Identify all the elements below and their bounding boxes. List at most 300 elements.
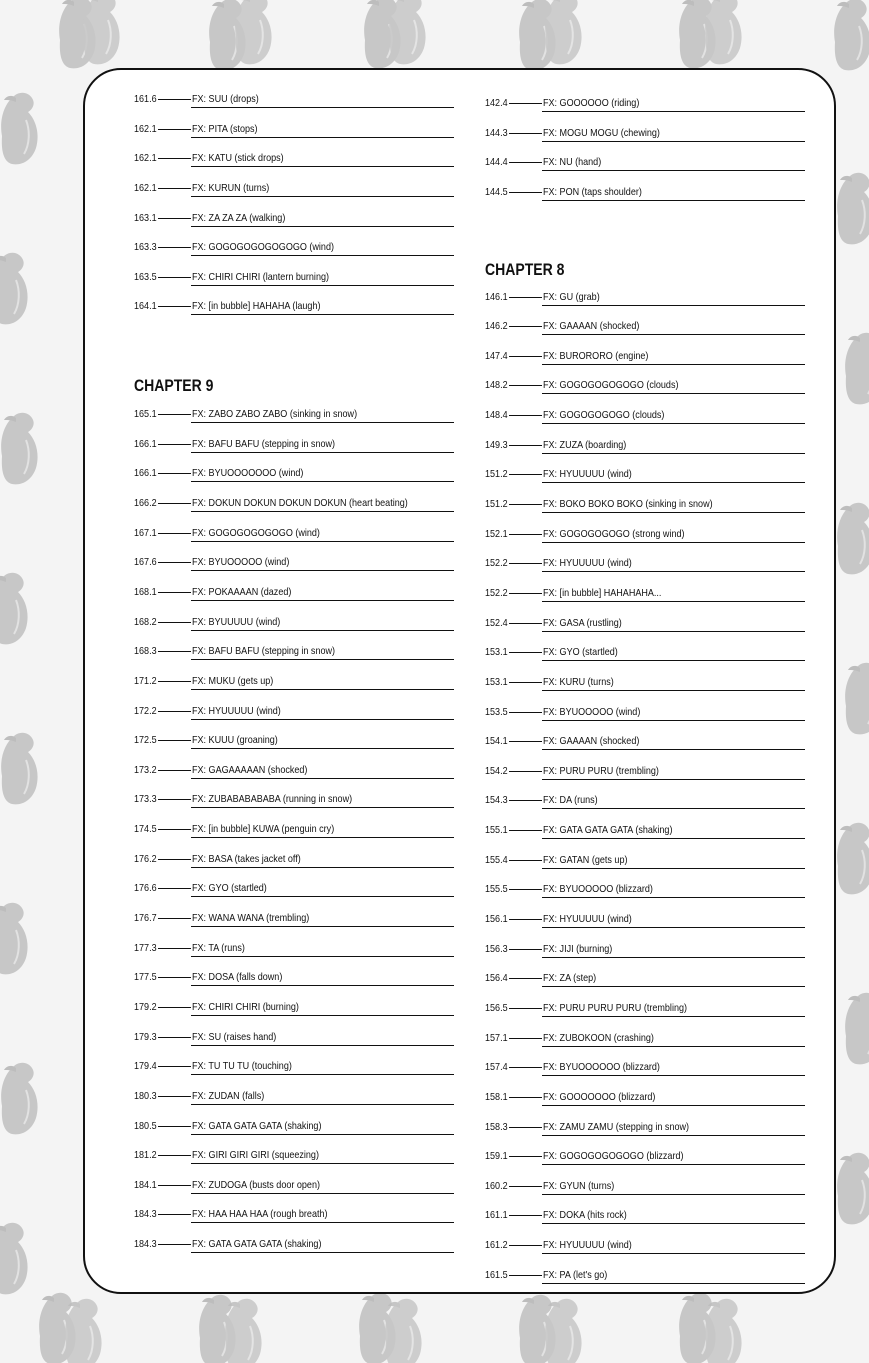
page-panel-ref: 181.2 <box>134 1149 157 1162</box>
fx-translation <box>191 941 454 957</box>
fx-translation-text: FX: GATAN (gets up) <box>543 853 628 866</box>
leader-line <box>158 1066 191 1067</box>
fx-translation <box>191 555 454 571</box>
fx-translation <box>542 764 805 780</box>
fx-translation <box>191 1148 454 1164</box>
page-panel-ref: 149.3 <box>485 438 508 451</box>
fx-translation <box>191 437 454 453</box>
fx-translation-text: FX: ZA (step) <box>543 972 597 985</box>
leader-line <box>158 711 191 712</box>
leader-line <box>158 1185 191 1186</box>
leader-line <box>509 133 542 134</box>
leader-line <box>158 414 191 415</box>
leader-line <box>509 919 542 920</box>
fx-translation <box>542 645 805 661</box>
fx-entry <box>485 1149 805 1179</box>
fx-translation <box>542 185 805 201</box>
fx-translation-text: FX: PURU PURU (trembling) <box>543 764 659 777</box>
fx-entry <box>134 733 454 763</box>
fx-entry <box>485 675 805 705</box>
fx-translation-text: FX: JIJI (burning) <box>543 942 613 955</box>
fx-entry <box>485 764 805 794</box>
page-panel-ref: 174.5 <box>134 823 157 836</box>
leader-line <box>158 1126 191 1127</box>
fx-entry <box>485 1238 805 1268</box>
fx-entry <box>485 349 805 379</box>
fx-translation-text: FX: GU (grab) <box>543 290 600 303</box>
leader-line <box>158 129 191 130</box>
leader-line <box>509 563 542 564</box>
page-panel-ref: 155.4 <box>485 853 508 866</box>
fx-translation-text: FX: KURUN (turns) <box>192 181 270 194</box>
fx-translation <box>191 151 454 167</box>
page-panel-ref: 165.1 <box>134 408 157 421</box>
page-panel-ref: 157.4 <box>485 1061 508 1074</box>
fx-translation-text: FX: GYO (startled) <box>543 646 618 659</box>
leader-line <box>158 622 191 623</box>
fx-translation <box>542 438 805 454</box>
fx-translation-text: FX: [in bubble] HAHAHA (laugh) <box>192 300 321 313</box>
page-panel-ref: 148.2 <box>485 379 508 392</box>
fx-translation <box>191 92 454 108</box>
section-spacer <box>134 329 454 377</box>
leader-line <box>158 918 191 919</box>
fx-translation <box>542 378 805 394</box>
fx-translation-text: FX: ZABO ZABO ZABO (sinking in snow) <box>192 408 358 421</box>
fx-translation <box>191 1119 454 1135</box>
fx-translation-text: FX: ZUBOKOON (crashing) <box>543 1031 654 1044</box>
page-panel-ref: 176.2 <box>134 852 157 865</box>
page-panel-ref: 153.5 <box>485 705 508 718</box>
page-panel-ref: 176.7 <box>134 912 157 925</box>
fx-translation <box>542 155 805 171</box>
leader-line <box>509 326 542 327</box>
fx-translation <box>542 853 805 869</box>
fx-translation-text: FX: ZAMU ZAMU (stepping in snow) <box>543 1120 690 1133</box>
page-panel-ref: 179.3 <box>134 1030 157 1043</box>
page-panel-ref: 173.2 <box>134 763 157 776</box>
leader-line <box>509 682 542 683</box>
leader-line <box>509 771 542 772</box>
fx-translation-text: FX: GATA GATA GATA (shaking) <box>543 824 673 837</box>
fx-translation-text: FX: BURORORO (engine) <box>543 349 649 362</box>
fx-translation-text: FX: GAAAAN (shocked) <box>543 320 640 333</box>
page-panel-ref: 161.2 <box>485 1239 508 1252</box>
fx-translation <box>191 240 454 256</box>
leader-line <box>158 977 191 978</box>
fx-translation <box>191 704 454 720</box>
fx-entry <box>485 1120 805 1150</box>
page-panel-ref: 163.3 <box>134 241 157 254</box>
page-panel-ref: 163.1 <box>134 211 157 224</box>
fx-translation <box>542 793 805 809</box>
page-panel-ref: 167.1 <box>134 526 157 539</box>
fx-translation-text: FX: BYUOOOOO (wind) <box>192 556 290 569</box>
leader-line <box>509 712 542 713</box>
fx-entry <box>485 734 805 764</box>
fx-entry <box>485 319 805 349</box>
fx-entry <box>134 792 454 822</box>
fx-translation <box>191 181 454 197</box>
fx-entry <box>485 942 805 972</box>
fx-translation-text: FX: GAAAAN (shocked) <box>543 735 640 748</box>
leader-line <box>158 158 191 159</box>
fx-translation <box>542 1031 805 1047</box>
fx-translation-text: FX: PA (let's go) <box>543 1268 608 1281</box>
leader-line <box>509 534 542 535</box>
fx-translation-text: FX: GASA (rustling) <box>543 616 622 629</box>
fx-entry <box>134 822 454 852</box>
fx-entry <box>134 1000 454 1030</box>
leader-line <box>509 800 542 801</box>
page-panel-ref: 177.5 <box>134 971 157 984</box>
fx-translation <box>191 644 454 660</box>
fx-entry <box>134 466 454 496</box>
page-panel-ref: 144.4 <box>485 156 508 169</box>
leader-line <box>509 1067 542 1068</box>
fx-entry <box>134 1030 454 1060</box>
fx-translation-text: FX: BASA (takes jacket off) <box>192 852 301 865</box>
leader-line <box>509 889 542 890</box>
leader-line <box>509 652 542 653</box>
leader-line <box>509 297 542 298</box>
fx-entry <box>485 971 805 1001</box>
fx-translation-text: FX: ZUBABABABABA (running in snow) <box>192 793 353 806</box>
fx-translation <box>191 911 454 927</box>
leader-line <box>158 681 191 682</box>
fx-entry <box>134 852 454 882</box>
fx-entry <box>134 1207 454 1237</box>
fx-translation-text: FX: DOKA (hits rock) <box>543 1209 627 1222</box>
page-panel-ref: 156.1 <box>485 913 508 926</box>
leader-line <box>509 1215 542 1216</box>
fx-translation-text: FX: GOOOOOOO (blizzard) <box>543 1090 656 1103</box>
fx-translation-text: FX: PITA (stops) <box>192 122 258 135</box>
fx-translation-text: FX: DOKUN DOKUN DOKUN DOKUN (heart beating) <box>192 497 408 510</box>
fx-translation-text: FX: HYUUUUU (wind) <box>192 704 281 717</box>
page-panel-ref: 157.1 <box>485 1031 508 1044</box>
page-panel-ref: 161.1 <box>485 1209 508 1222</box>
fx-translation <box>542 497 805 513</box>
fx-entry <box>134 211 454 241</box>
leader-line <box>509 1127 542 1128</box>
fx-entry <box>485 616 805 646</box>
fx-entry <box>485 1031 805 1061</box>
fx-translation-text: FX: SU (raises hand) <box>192 1030 277 1043</box>
fx-translation-text: FX: GOGOGOGOGOGO (clouds) <box>543 379 679 392</box>
leader-line <box>509 1245 542 1246</box>
page-panel-ref: 144.3 <box>485 126 508 139</box>
page-panel-ref: 160.2 <box>485 1179 508 1192</box>
chapter-title: CHAPTER 9 <box>134 377 214 396</box>
page-panel-ref: 172.2 <box>134 704 157 717</box>
fx-translation <box>542 556 805 572</box>
page-panel-ref: 184.1 <box>134 1178 157 1191</box>
fx-translation <box>542 1120 805 1136</box>
leader-line <box>158 306 191 307</box>
fx-entry <box>134 555 454 585</box>
fx-translation-text: FX: GOGOGOGOGO (clouds) <box>543 409 665 422</box>
page-panel-ref: 148.4 <box>485 409 508 422</box>
fx-translation <box>542 527 805 543</box>
page-panel-ref: 156.4 <box>485 972 508 985</box>
page-panel-ref: 152.2 <box>485 557 508 570</box>
fx-entry <box>485 1208 805 1238</box>
fx-translation <box>191 496 454 512</box>
page-panel-ref: 162.1 <box>134 181 157 194</box>
leader-line <box>158 592 191 593</box>
fx-translation <box>542 675 805 691</box>
fx-entry <box>134 615 454 645</box>
page-panel-ref: 154.3 <box>485 794 508 807</box>
leader-line <box>158 562 191 563</box>
penguin-column-right <box>837 173 869 1225</box>
fx-translation-text: FX: SUU (drops) <box>192 93 259 105</box>
fx-entry <box>485 823 805 853</box>
fx-entry <box>485 527 805 557</box>
fx-translation <box>191 1207 454 1223</box>
leader-line <box>158 888 191 889</box>
fx-entry <box>134 240 454 270</box>
fx-translation <box>191 585 454 601</box>
leader-line <box>158 247 191 248</box>
fx-entry <box>134 299 454 329</box>
fx-entry <box>485 408 805 438</box>
page-panel-ref: 168.2 <box>134 615 157 628</box>
fx-entry <box>134 881 454 911</box>
fx-translation-text: FX: MOGU MOGU (chewing) <box>543 126 660 139</box>
fx-translation <box>542 1001 805 1017</box>
fx-entry <box>134 122 454 152</box>
page-panel-ref: 158.1 <box>485 1090 508 1103</box>
page-panel-ref: 161.5 <box>485 1268 508 1281</box>
fx-translation-text: FX: HYUUUUU (wind) <box>543 557 632 570</box>
fx-translation-text: FX: HYUUUUU (wind) <box>543 913 632 926</box>
page-panel-ref: 173.3 <box>134 793 157 806</box>
page-panel-ref: 166.1 <box>134 437 157 450</box>
fx-translation-text: FX: BOKO BOKO BOKO (sinking in snow) <box>543 498 713 511</box>
fx-translation <box>542 1268 805 1284</box>
leader-line <box>509 504 542 505</box>
fx-translation-text: FX: GYUN (turns) <box>543 1179 615 1192</box>
fx-translation <box>191 881 454 897</box>
leader-line <box>158 1037 191 1038</box>
fx-translation-text: FX: DOSA (falls down) <box>192 971 283 984</box>
fx-translation-text: FX: TA (runs) <box>192 941 245 954</box>
page-panel-ref: 152.2 <box>485 586 508 599</box>
fx-entry <box>134 496 454 526</box>
fx-entry <box>134 644 454 674</box>
fx-entry <box>485 1179 805 1209</box>
leader-line <box>158 1244 191 1245</box>
leader-line <box>509 162 542 163</box>
fx-translation <box>542 467 805 483</box>
fx-entry <box>134 674 454 704</box>
fx-translation <box>542 823 805 839</box>
fx-entry <box>485 96 805 126</box>
leader-line <box>509 1008 542 1009</box>
fx-translation <box>191 407 454 423</box>
fx-entry <box>485 1268 805 1298</box>
leader-line <box>509 356 542 357</box>
fx-translation <box>542 971 805 987</box>
fx-translation-text: FX: KATU (stick drops) <box>192 152 284 165</box>
fx-translation-text: FX: POKAAAAN (dazed) <box>192 585 292 598</box>
page-panel-ref: 155.1 <box>485 824 508 837</box>
fx-entry <box>134 526 454 556</box>
fx-translation <box>191 122 454 138</box>
fx-translation <box>542 408 805 424</box>
fx-entry <box>485 1001 805 1031</box>
fx-translation <box>542 96 805 112</box>
leader-line <box>158 1096 191 1097</box>
fx-translation-text: FX: GYO (startled) <box>192 882 267 895</box>
fx-entry <box>485 912 805 942</box>
fx-entry <box>485 882 805 912</box>
fx-translation-text: FX: CHIRI CHIRI (burning) <box>192 1000 299 1013</box>
leader-line <box>158 1007 191 1008</box>
leader-line <box>509 741 542 742</box>
page-panel-ref: 172.5 <box>134 734 157 747</box>
fx-translation-text: FX: GOGOGOGOGOGO (wind) <box>192 526 320 539</box>
fx-translation <box>542 349 805 365</box>
leader-line <box>509 103 542 104</box>
fx-entry <box>485 645 805 675</box>
leader-line <box>509 1097 542 1098</box>
section-spacer <box>485 215 805 261</box>
page-panel-ref: 184.3 <box>134 1238 157 1251</box>
fx-entry <box>485 290 805 320</box>
page-panel-ref: 146.2 <box>485 320 508 333</box>
leader-line <box>509 949 542 950</box>
leader-line <box>158 444 191 445</box>
penguin-column-left <box>0 93 38 1295</box>
page-panel-ref: 151.2 <box>485 498 508 511</box>
page-panel-ref: 180.5 <box>134 1119 157 1132</box>
page-panel-ref: 155.5 <box>485 883 508 896</box>
leader-line <box>509 978 542 979</box>
page-panel-ref: 180.3 <box>134 1089 157 1102</box>
fx-translation <box>191 466 454 482</box>
fx-translation-text: FX: GATA GATA GATA (shaking) <box>192 1119 322 1132</box>
fx-entry <box>485 438 805 468</box>
fx-translation <box>542 1060 805 1076</box>
fx-translation <box>542 616 805 632</box>
fx-translation-text: FX: GATA GATA GATA (shaking) <box>192 1238 322 1251</box>
fx-entry <box>485 586 805 616</box>
fx-translation-text: FX: GOGOGOGOGO (strong wind) <box>543 527 685 540</box>
fx-translation <box>542 1179 805 1195</box>
fx-translation <box>191 1178 454 1194</box>
leader-line <box>158 503 191 504</box>
fx-translation <box>542 290 805 306</box>
page-panel-ref: 142.4 <box>485 97 508 109</box>
leader-line <box>158 770 191 771</box>
fx-translation <box>191 852 454 868</box>
fx-translation-text: FX: HAA HAA HAA (rough breath) <box>192 1208 328 1221</box>
fx-translation-text: FX: KURU (turns) <box>543 675 614 688</box>
fx-entry <box>134 970 454 1000</box>
fx-translation <box>191 970 454 986</box>
page-panel-ref: 166.2 <box>134 497 157 510</box>
leader-line <box>158 948 191 949</box>
fx-translation <box>191 1030 454 1046</box>
leader-line <box>158 188 191 189</box>
fx-entry <box>485 556 805 586</box>
page-panel-ref: 159.1 <box>485 1150 508 1163</box>
leader-line <box>509 385 542 386</box>
page-panel-ref: 146.1 <box>485 290 508 303</box>
fx-translation-text: FX: MUKU (gets up) <box>192 674 274 687</box>
right-column <box>485 96 805 1297</box>
fx-translation <box>191 526 454 542</box>
page-panel-ref: 166.1 <box>134 467 157 480</box>
fx-translation <box>191 674 454 690</box>
leader-line <box>158 859 191 860</box>
fx-entry <box>134 407 454 437</box>
leader-line <box>158 473 191 474</box>
fx-translation <box>191 615 454 631</box>
leader-line <box>158 740 191 741</box>
fx-translation <box>191 1237 454 1253</box>
fx-translation-text: FX: BYUOOOOOOO (wind) <box>192 467 304 480</box>
leader-line <box>158 533 191 534</box>
chapter-title: CHAPTER 8 <box>485 260 565 279</box>
page-panel-ref: 151.2 <box>485 468 508 481</box>
leader-line <box>158 277 191 278</box>
fx-translation <box>542 1090 805 1106</box>
page-panel-ref: 161.6 <box>134 93 157 105</box>
fx-translation-text: FX: ZUZA (boarding) <box>543 438 627 451</box>
leader-line <box>158 799 191 800</box>
fx-entry <box>134 437 454 467</box>
page-panel-ref: 176.6 <box>134 882 157 895</box>
fx-entry <box>485 155 805 185</box>
fx-entry <box>134 181 454 211</box>
fx-entry <box>134 911 454 941</box>
fx-entry <box>134 585 454 615</box>
page-panel-ref: 162.1 <box>134 122 157 135</box>
fx-translation-text: FX: GIRI GIRI GIRI (squeezing) <box>192 1149 319 1162</box>
fx-translation-text: FX: ZA ZA ZA (walking) <box>192 211 286 224</box>
fx-translation-text: FX: BYUOOOOO (wind) <box>543 705 641 718</box>
fx-translation-text: FX: [in bubble] HAHAHAHA... <box>543 586 662 599</box>
fx-translation-text: FX: CHIRI CHIRI (lantern burning) <box>192 270 329 283</box>
fx-translation <box>191 211 454 227</box>
fx-translation-text: FX: DA (runs) <box>543 794 598 807</box>
fx-entry <box>134 941 454 971</box>
fx-entry <box>134 763 454 793</box>
leader-line <box>509 860 542 861</box>
fx-entry <box>485 1060 805 1090</box>
page-panel-ref: 152.4 <box>485 616 508 629</box>
fx-translation-text: FX: GOGOGOGOGOGOGO (wind) <box>192 241 334 254</box>
fx-entry <box>134 1148 454 1178</box>
leader-line <box>158 829 191 830</box>
fx-translation <box>542 734 805 750</box>
fx-translation <box>191 1089 454 1105</box>
fx-translation <box>542 882 805 898</box>
fx-translation <box>542 1208 805 1224</box>
fx-translation <box>191 822 454 838</box>
page-panel-ref: 156.5 <box>485 1001 508 1014</box>
fx-entry <box>134 151 454 181</box>
fx-translation-text: FX: BAFU BAFU (stepping in snow) <box>192 645 336 658</box>
leader-line <box>158 1155 191 1156</box>
fx-translation <box>191 270 454 286</box>
leader-line <box>509 593 542 594</box>
leader-line <box>158 99 191 100</box>
